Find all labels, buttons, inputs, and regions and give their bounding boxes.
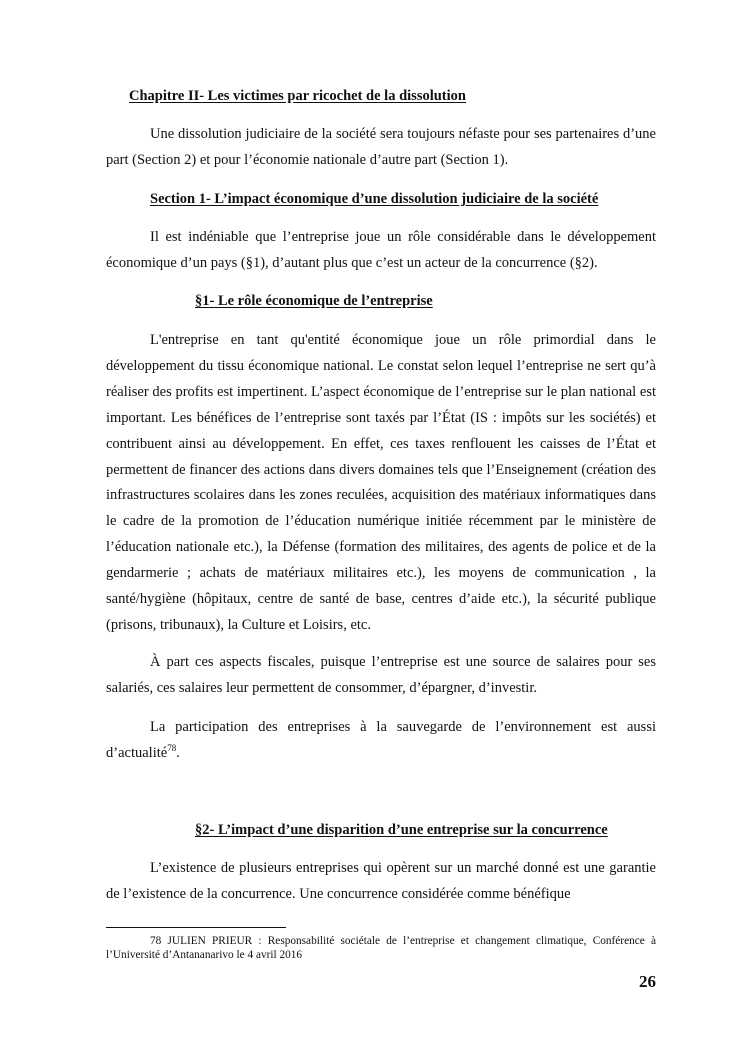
section-1-intro-paragraph: Il est indéniable que l’entreprise joue un rôle considérable dans le développement économique d’un pays (§1), d’autant plus que c’est un acteur de la concurrence (§2). <box>106 229 656 271</box>
environment-paragraph-end: . <box>176 744 180 761</box>
paragraph-1-title: §1- Le rôle économique de l’entreprise <box>195 293 433 309</box>
competition-paragraph: L’existence de plusieurs entreprises qui opèrent sur un marché donné est une garantie de l’existence de la concurrence. Une concurrence considérée comme bénéfique <box>106 860 656 902</box>
page-number: 26 <box>639 972 656 991</box>
footnote-text: 78 JULIEN PRIEUR : Responsabilité sociétale de l’entreprise et changement climatique, Conférence à l’Université d’Antananarivo le 4 avril 2016 <box>106 935 656 961</box>
footnote-reference: 78 <box>167 743 177 754</box>
environment-paragraph <box>106 715 656 767</box>
salaries-paragraph: À part ces aspects fiscales, puisque l’entreprise est une source de salaires pour ses salariés, ces salaires leur permettent de consommer, d’épargner, d’investir. <box>106 654 656 696</box>
document-page <box>106 0 656 1053</box>
economic-role-paragraph: L'entreprise en tant qu'entité économique joue un rôle primordial dans le développement du tissu économique national. Le constat selon lequel l’entreprise ne sert qu’à réaliser des profits est impertinent. L’aspect économique de l’entreprise sur le plan national est important. Les bénéfices de l’entreprise sont taxés par l’État (IS : impôts sur les sociétés) et contribuent ainsi au développement. En effet, ces taxes renflouent les caisses de l’État et permettent de financer des actions dans divers domaines tels que l’Enseignement (création des infrastructures scolaires dans les zones reculées, acquisition des matériaux informatiques dans le cadre de la promotion de l’éducation numérique initiée récemment par le ministère de l’éducation nationale etc.), la Défense (formation des militaires, des agents de police et de la gendarmerie ; achats de matériaux militaires etc.), les moyens de communication , la santé/hygiène (hôpitaux, centre de santé de base, centres d’aide etc.), la sécurité publique (prisons, tribunaux), la Culture et Loisirs, etc. <box>106 332 656 633</box>
footnote-separator <box>106 927 286 928</box>
paragraph-2-title: §2- L’impact d’une disparition d’une entreprise sur la concurrence <box>195 822 608 838</box>
chapter-intro-paragraph: Une dissolution judiciaire de la société sera toujours néfaste pour ses partenaires d’une part (Section 2) et pour l’économie nationale d’autre part (Section 1). <box>106 126 656 168</box>
environment-paragraph-text: La participation des entreprises à la sauvegarde de l’environnement est aussi d’actualité <box>106 719 656 761</box>
chapter-title: Chapitre II- Les victimes par ricochet de la dissolution <box>129 88 466 104</box>
section-1-title: Section 1- L’impact économique d’une dissolution judiciaire de la société <box>150 191 599 207</box>
